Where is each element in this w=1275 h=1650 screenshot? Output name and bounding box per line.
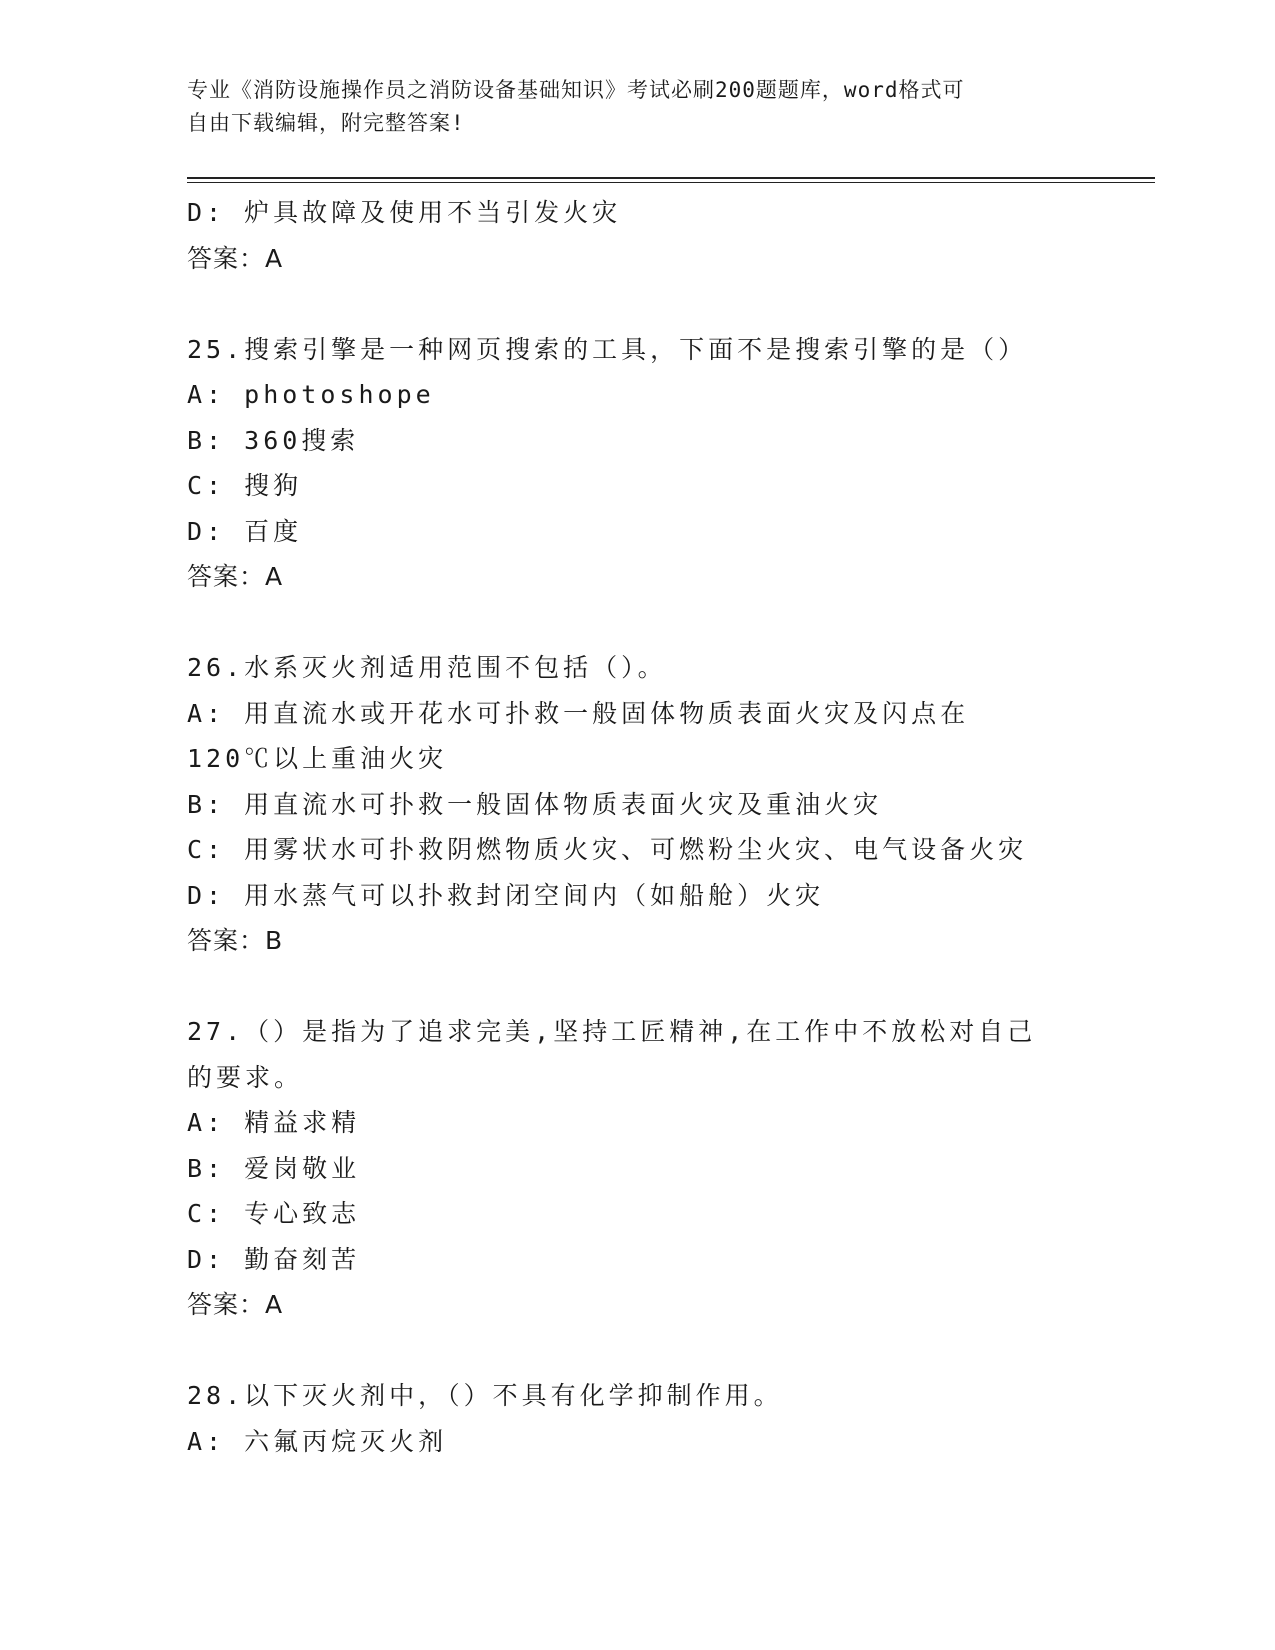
question-stem: 27.（）是指为了追求完美,坚持工匠精神,在工作中不放松对自己的要求。	[187, 1017, 1037, 1092]
question-26	[187, 645, 1087, 964]
option-c: C: 专心致志	[187, 1199, 361, 1228]
question-28	[187, 1373, 1087, 1464]
answer: 答案：B	[187, 926, 284, 955]
option-a: A: 六氟丙烷灭火剂	[187, 1426, 448, 1456]
question-stem: 26.水系灭火剂适用范围不包括（）。	[187, 653, 667, 682]
question-27	[187, 1009, 1087, 1328]
option-a: A: 精益求精	[187, 1108, 361, 1137]
option-d: D: 百度	[187, 516, 303, 546]
option-b: B: 用直流水可扑救一般固体物质表面火灾及重油火灾	[187, 789, 883, 819]
option-a: A: photoshope	[187, 380, 435, 409]
option-b: B: 360搜索	[187, 425, 360, 455]
question-25	[187, 327, 1087, 600]
option-b: B: 爱岗敬业	[187, 1153, 361, 1183]
header-divider-thick	[187, 177, 1155, 179]
question-stem: 25.搜索引擎是一种网页搜索的工具，下面不是搜索引擎的是（）	[187, 334, 1028, 364]
option-d: D: 用水蒸气可以扑救封闭空间内（如船舱）火灾	[187, 880, 825, 910]
option-a: A: 用直流水或开花水可扑救一般固体物质表面火灾及闪点在120℃以上重油火灾	[187, 698, 970, 773]
option-d: D: 炉具故障及使用不当引发火灾	[187, 198, 622, 227]
answer: 答案：A	[187, 1290, 284, 1319]
header-line-1: 专业《消防设施操作员之消防设备基础知识》考试必刷200题题库，word格式可	[187, 78, 965, 102]
document-header	[187, 74, 1087, 140]
header-line-2: 自由下载编辑，附完整答案!	[187, 111, 465, 135]
answer: 答案：A	[187, 562, 284, 591]
question-list	[187, 190, 1087, 1464]
option-c: C: 搜狗	[187, 471, 303, 500]
option-c: C: 用雾状水可扑救阴燃物质火灾、可燃粉尘火灾、电气设备火灾	[187, 835, 1028, 864]
answer: 答案：A	[187, 243, 284, 273]
option-d: D: 勤奋刻苦	[187, 1244, 361, 1274]
question-stem: 28.以下灭火剂中，（）不具有化学抑制作用。	[187, 1381, 783, 1410]
header-divider-thin	[187, 182, 1155, 183]
